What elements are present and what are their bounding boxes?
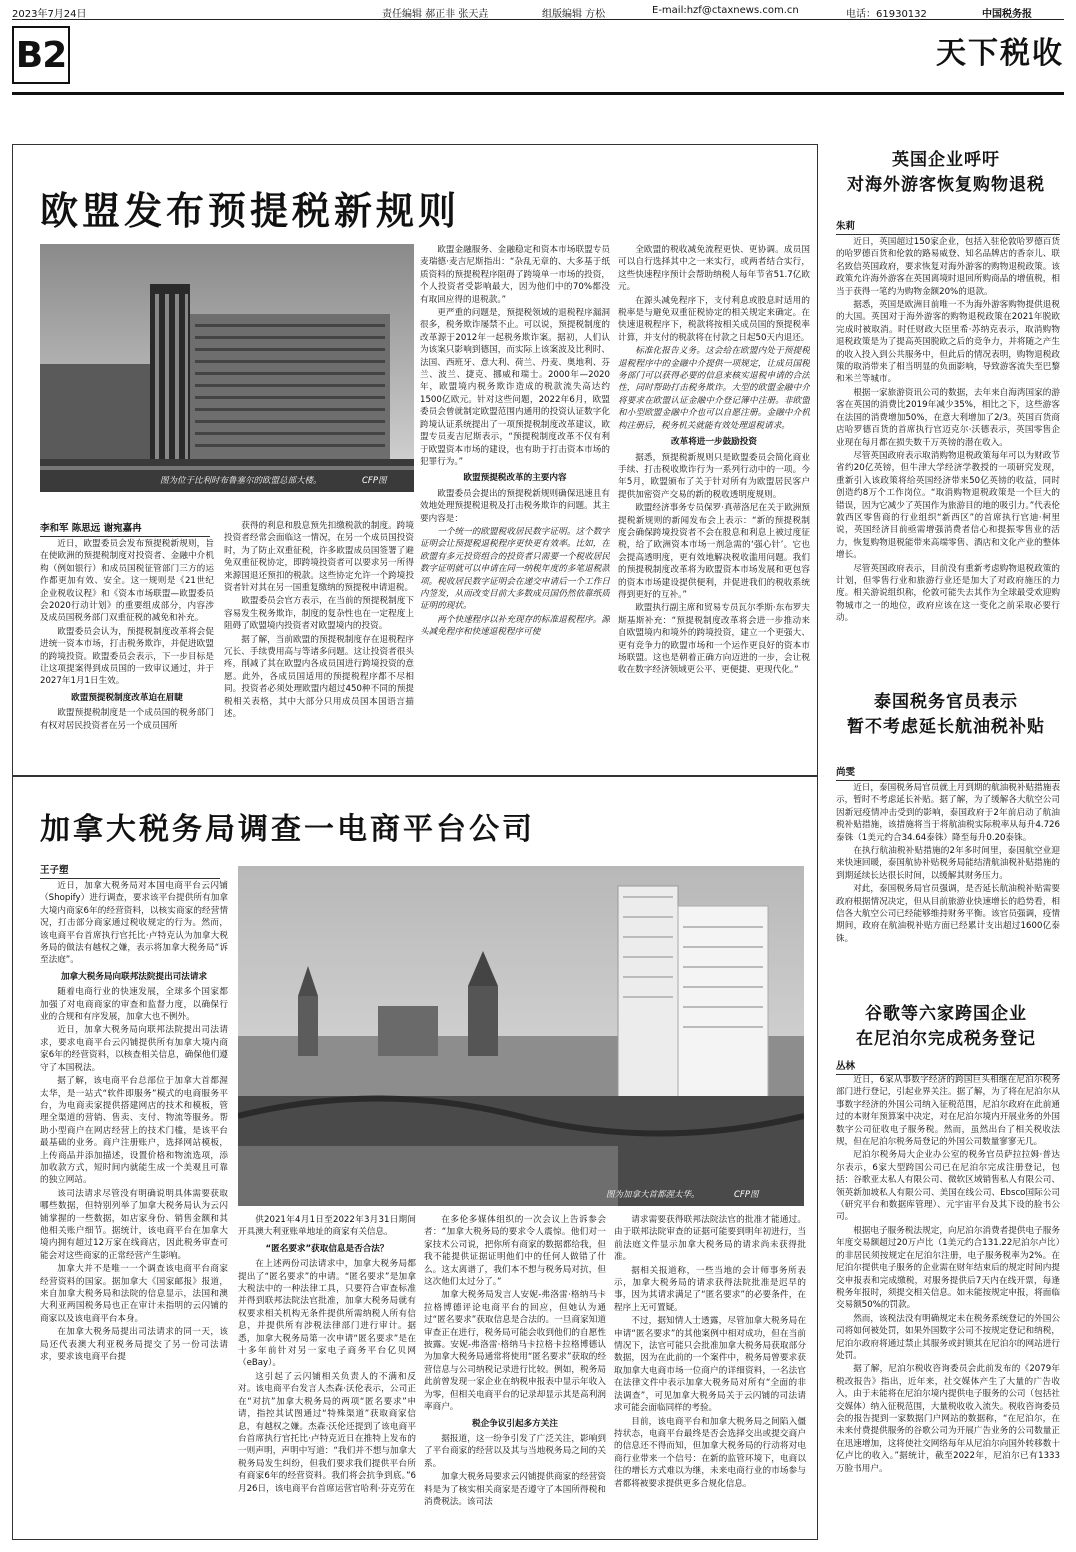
paragraph: 近日，6家从事数字经济的跨国巨头相继在尼泊尔税务部门进行登记，引起业界关注。据了解，为了将在尼泊尔从事数字经济的外国公司纳入征税范围，尼泊尔政府在此前通过的本财年预算案中决定，对在尼泊尔境内开展业务的外国数字公司征收电子服务税。然而，虽然出台了相关税收法规，但在尼泊尔税务局登记的外国公司数量寥寥无几。 [836,1075,1060,1148]
paragraph: 近日，加拿大税务局向联邦法院提出司法请求，要求电商平台云闪铺提供所有加拿大境内商家6年的经营资料，以核查相关信息，确保他们遵守了本国税法。 [40,1025,228,1073]
paragraph: 尽管英国政府表示，目前没有重新考虑购物退税政策的计划，但零售行业和旅游行业还是加大了对政府施压的力度。相关游说组织称，伦敦可能失去其作为全球最受欢迎购物城市之一的地位，政府应该在这一变化之前采取必要行动。 [836,563,1060,624]
paragraph: 据了解，当前欧盟的预提税制度存在退税程序冗长、手续费用高与等诸多问题。这让投资者很头疼，削减了其在欧盟内各成员国进行跨境投资的意愿。此外，各成员国适用的预提税程序都不尽相同。投资者必须处理欧盟内超过450种不同的预提税相关表格，其中大部分只用成员国本国语言描述。 [224,634,414,720]
side3-byline: 丛林 [836,1058,1060,1075]
article1-column-1 [40,538,214,770]
paragraph: 欧盟委员会提出的预提税新规则确保迅速且有效地处理预提税退税及打击税务欺诈的问题。其主要内容是： [420,488,610,524]
paragraph: 欧盟执行副主席和贸易专员瓦尔季斯·东布罗夫斯基斯补充：“预提税制度改革将会进一步推动来自欧盟境内和境外的跨境投资，建立一个更强大、更有竞争力的欧盟市场和一个运作更良好的资本市场联盟。这也是朝着正确方向迈进的一步，会让税收在数字经济领域更公平、更便捷、更现代化。” [618,603,810,676]
paragraph: 据悉，英国是欧洲目前唯一不为海外游客购物提供退税的大国。英国对于海外游客的购物退税政策在2021年脱欧完成时被取消。时任财政大臣里希·苏纳克表示，取消购物退税政策是为了提高英国脱欧之后的竞争力，并将随之产生的收入投入到公共服务中，但此后的情况表明，购物退税政策的取消带来了相当明显的负面影响，导致游客流失至巴黎和米兰等城市。 [836,300,1060,385]
editor-phone: 电话：61930132 [846,9,927,20]
eu-building-photo [40,244,414,492]
paragraph: 据相关报道称，一些当地的会计师事务所表示，加拿大税务局的请求获得法院批准是迟早的事，因为其请求满足了“匿名要求”的必要条件，在程序上无可置疑。 [614,1265,806,1313]
header-rule [12,92,1064,95]
side2-title-line1: 泰国税务官员表示 [874,692,1018,712]
article2-byline: 王子塑 [40,862,220,879]
paragraph: 根据一家旅游资讯公司的数据，去年来自海湾国家的游客在英国的消费比2019年减少35%，相比之下，这些游客在法国的消费增加50%，在意大利增加了2/3。英国百货商店哈罗德百货的首席执行官迈克尔·沃德表示，英国零售企业现在每月都在损失数千万英镑的潜在收入。 [836,387,1060,448]
paragraph: 更严重的问题是，预提税领域的退税程序漏洞很多，税务欺诈屡禁不止。可以说，预提税制度的改革源于2012年一起税务欺诈案。据初，人们认为该案只影响到德国，而实际上该案波及比利时、法国、西班牙、意大利、荷兰、丹麦、奥地利、芬兰、波兰、捷克、挪威和瑞士。2000年—2020年，欧盟境内税务欺诈造成的税款流失高达约1500亿欧元。针对这些问题，2022年6月，欧盟委员会曾就制定欧盟范围内通用的投资认证数字化跨境认证系统提出了一项预提税制度改革建议，欧盟专员麦吉尼斯表示，“预提税制度改革不仅有利于欧盟资本市场的建设，也有助于打击资本市场的犯罪行为。” [420,308,610,467]
article2-title: 加拿大税务局调查一电商平台公司 [40,812,535,847]
paragraph: 然而，该税法没有明确规定未在税务系统登记的外国公司将如何被处罚，如果外国数字公司不按规定登记和纳税，尼泊尔政府将通过禁止其服务或封锁其在尼泊尔的网站进行处罚。 [836,1313,1060,1361]
article2-column-1 [40,880,228,1530]
page-number: B2 [12,26,70,84]
section-title: 天下税收 [936,36,1064,71]
paragraph: 获得的利息和股息预先扣缴税款的制度。跨境投资者经常会面临这一情况，在另一个成员国投资时，为了防止双重征税，许多欧盟成员国签署了避免双重征税协定，即跨境投资者可以要求另一所得来源国退还预扣的税款。这些协定允许一个跨境投资者针对其在另一国重复缴纳的预提税申请退税。 [224,521,414,594]
paragraph: 两个快速程序以补充现存的标准退税程序。源头减免程序和快速退税程序可使 [420,614,610,638]
paragraph: 供2021年4月1日至2022年3月31日期间开具澳大利亚账单地址的商家有关信息。 [238,1215,416,1238]
side3-title [828,1002,1064,1052]
eu-building-image [40,244,414,492]
paragraph: 目前，该电商平台和加拿大税务局之间陷入僵持状态，电商平台最终是否会选择交出或提交商户的信息还不得而知，但加拿大税务局的行动将对电商行业带来一个信号：在新的监管环境下，电商以往的增长方式难以为继，未来电商行业的市场参与者都将被要求提供更多合规化信息。 [614,1416,806,1489]
side2-body [836,782,1060,962]
paragraph: 据了解，该电商平台总部位于加拿大首都渥太华，是一站式“软件即服务”模式的电商服务平台，为电商卖家提供搭建网店的技术和模板，管理全渠道的营销、售卖、支付、物流等服务。帮助小型商户在网店经营上的技术门槛，是该平台最基础的业务。商户注册账户，选择网站模板，上传商品并添加描述，设置价格和物流选项，添加收款方式，短时间内就能生成一个美观且可靠的独立网站。 [40,1076,228,1186]
layout-editor: 组版编辑 方松 [542,9,606,20]
ottawa-photo [238,866,804,1206]
paragraph: 标准化报告义务。这会给在欧盟内处于预提税退税程序中的金融中介提供一项规定，让成员国税务部门可以获得必要的信息来核实退税申请的合法性，同时帮助打击税务欺诈。大型的欧盟金融中介将要求在欧盟认证金融中介登记簿中注册。非欧盟和小型欧盟金融中介也可以自愿注册。金融中介机构注册后，税务机关就能有效处理退税请求。 [618,346,810,431]
side3-body [836,1074,1060,1540]
subheading: 税企争议引起多方关注 [472,1418,558,1429]
article1-column-4 [618,244,810,770]
issue-date: 2023年7月24日 [12,9,87,20]
photo1-credit: CFP图 [362,476,387,486]
paragraph: 请求需要获得联邦法院法官的批准才能通过。由于联邦法院审查的证据可能要到明年初进行，当前法庭文件显示加拿大税务局的请求尚未获得批准。 [614,1215,806,1263]
photo1-caption: 图为位于比利时布鲁塞尔的欧盟总部大楼。 [160,476,322,486]
paragraph: 在源头减免程序下，支付利息或股息时适用的税率是与避免双重征税协定的相关规定来确定。在快速退税程序下，税款将按相关成员国的预提税率计算，并支付的税款将在付款之日起50天内退还。 [618,295,810,343]
side1-title [828,148,1064,198]
subheading: 加拿大税务局向联邦法院提出司法请求 [60,971,208,982]
paragraph: 近日，英国超过150家企业，包括入驻伦敦哈罗德百货的哈罗德百货和伦敦的路易威登、知名品牌店的香奈儿、联名致信英国政府，要求恢复对海外游客的购物退税政策。该政策允许海外游客在英国离境时退回所购商品的增值税，相当于获得一笔约为购物金额20%的退款。 [836,237,1060,297]
paragraph: 在加拿大税务局提出司法请求的同一天，该局还代表澳大利亚税务局提交了另一份司法请求，要求该电商平台提 [40,1327,228,1363]
side2-title-line2: 暂不考虑延长航油税补贴 [847,717,1045,737]
newspaper-name: 中国税务报 [982,9,1032,20]
paragraph: 根据电子服务税法规定，向尼泊尔消费者提供电子服务年度交易额超过20万卢比（1美元约合131.22尼泊尔卢比）的非居民须按规定在尼泊尔注册，电子服务税率为2%。在尼泊尔提供电子服务的企业需在财年结束后的规定时间内提交申报表和完成缴税，对服务提供后7天内在线开票，每逢税务年报时，须提交相关信息。如未能按规定申报，将面临交易额50%的罚款。 [836,1225,1060,1311]
paragraph: 加拿大税务局要求云闪铺提供商家的经营资料是为了核实相关商家是否遵守了本国所得税和消费税法。该司法 [424,1472,606,1507]
paragraph: 据报道，这一纷争引发了广泛关注，影响到了平台商家的经营以及其与当地税务局之间的关系。 [424,1433,606,1469]
paragraph: 欧盟经济事务专员保罗·真蒂洛尼在关于欧洲预提税新规则的新闻发布会上表示：“新的预提税制度会确保跨境投资者不会在股息和利息上被过度征税，给了欧洲资本市场一剂急需的‘强心针’。它也会提高透明度，更有效地解决税收滥用问题。我们的预提税制度改革将为欧盟资本市场发展和更包容的资本市场建设提供便利，并促进我们的税收系统得到更好的互补。” [618,503,810,600]
paragraph: 这引起了云闪铺相关负责人的不满和反对。该电商平台发言人杰森·沃伦表示，公司正在“对抗”加拿大税务局的两项“匿名要求”申请，指控其试图通过“特殊渠道”获取商家信息，有越权之嫌。杰森·沃伦还提到了该电商平台首席执行官托比·卢特克近日在推特上发布的一则声明，声明中写道：“我们并不想与加拿大税务局发生纠纷，但我们要求我们提供平台所有商家6年的经营资料。我们将会抗争到底。”6月26日，该电商平台首席运营官哈利·芬克劳在 [238,1371,416,1494]
article1-column-2 [224,520,414,770]
paragraph: 近日，加拿大税务局对本国电商平台云闪铺（Shopify）进行调查，要求该平台提供所有加拿大境内商家6年的经营资料，以核实商家的经营情况，打击部分商家通过税收规定的行为。然而，该电商平台首席执行官托比·卢特克认为加拿大税务局的做法有越权之嫌，表示将加拿大税务局“诉至法庭”。 [40,881,228,966]
ottawa-image [238,866,804,1206]
side3-title-line1: 谷歌等六家跨国企业 [865,1004,1027,1024]
paragraph: 在多伦多媒体组织的一次会议上告诉参会者：“加拿大税务局的要求令人震惊。他们对一家技术公司说，把你所有商家的数据都给我，但我不能提供证据证明他们中的任何人做错了什么。这太离谱了，我们本不想与税务局对抗，但这次他们太过分了。” [424,1215,606,1288]
photo2-credit: CFP图 [734,1190,759,1200]
side1-title-line1: 英国企业呼吁 [892,150,1000,170]
paragraph: 欧盟预提税制度是一个成员国的税务部门有权对居民投资者在另一个成员国所 [40,708,214,731]
paragraph: 欧盟委员会官方表示，在当前的预提税制度下容易发生税务欺诈，制度的复杂性也在一定程度上阻碍了欧盟境内投资者对欧盟境内的投资。 [224,596,414,632]
side2-title [828,690,1064,740]
paragraph: 一个统一的欧盟税收居民数字证明。这个数字证明会让预提税退税程序更快更有效率。比如，在欧盟有多元投资组合的投资者只需要一个税收居民数字证明就可以申请在同一纳税年度的多笔退税款项。税收居民数字证明会在递交申请后一个工作日内签发，从而改变目前大多数成员国仍然依靠纸质证明的现状。 [420,526,610,612]
responsible-editor: 责任编辑 郝正非 张天垚 [382,9,489,20]
paragraph: 全欧盟的税收减免流程更快、更协调。成员国可以自行选择其中之一来实行，或两者结合实行，这些快速程序预计会帮助纳税人每年节省51.7亿欧元。 [618,245,810,293]
side3-title-line2: 在尼泊尔完成税务登记 [856,1029,1036,1049]
page-header [12,0,1064,20]
paragraph: 在上述两份司法请求中，加拿大税务局都提出了“匿名要求”的申请。“匿名要求”是加拿大税法中的一种法律工具，只要符合审查标准并得到联邦法院法官批准，加拿大税务局就有权要求相关机构无条件提供所需纳税人所有信息，并提供所有涉税法律部门进行审计。据悉，加拿大税务局第一次申请“匿名要求”是在十多年前针对另一家电子商务平台亿贝网（eBay）。 [238,1259,416,1369]
side2-byline: 尚雯 [836,764,1060,781]
paragraph: 近日，泰国税务局官员就上月到期的航油税补贴措施表示，暂时不考虑延长补贴。据了解，为了缓解各大航空公司因新冠疫情冲击受到的影响，泰国政府于2年前启动了航油税补贴措施，该措施将当于将航油税实际税率从每升4.726泰铢（1美元约合34.64泰铢）降至每升0.20泰铢。 [836,783,1060,843]
side1-body [836,236,1060,658]
paragraph: 加拿大税务局发言人安妮-弗洛雷·格纳马卡拉格博德评论电商平台的回应，但她认为通过“匿名要求”获取信息是合法的。一旦商家知道审查正在进行，税务局可能会收到他们的自愿性披露。安妮-弗洛雷·格纳马卡拉格卡拉格博德认为加拿大税务局通常将使用“匿名要求”获取的经营信息与公司纳税记录进行比较。例如，税务局此前曾发现一家企业在纳税申报表中显示年收入为零，但相关电商平台的记录却显示其是高利润率商户。 [424,1290,606,1413]
subheading: 欧盟预提税改革的主要内容 [463,473,567,484]
article2-column-3 [424,1214,606,1530]
side1-byline: 朱莉 [836,218,1060,235]
article1-title: 欧盟发布预提税新规则 [40,188,461,233]
subheading: “匿名要求”获取信息是否合法？ [265,1243,389,1254]
paragraph: 不过，据知情人士透露，尽管加拿大税务局在申请“匿名要求”的其他案例中相对成功，但在当前情况下，法官可能只会批准加拿大税务局获取部分数据，因为在此前的一个案件中，税务局曾要求获取加拿大电商市场一位商户的详细资料，一名法官在法律文件中表示加拿大税务局对所有“全面的非法调查”，可见加拿大税务局关于云闪铺的司法请求可能会面临同样的考验。 [614,1316,806,1414]
paragraph: 随着电商行业的快速发展，全球多个国家都加强了对电商商家的审查和监督力度，以确保行业的合规和有序发展，加拿大也不例外。 [40,987,228,1023]
paragraph: 近日，欧盟委员会发布预提税新规则，旨在使欧洲的预提税制度对投资者、金融中介机构（例如银行）和成员国税征管部门三方的运作都更加有效、安全。这一规则是《21世纪企业税收议程》和《资本市场联盟—欧盟委员会2020行动计划》的重要组成部分，内容涉及成员国税务部门双重征税的减免和补充。 [40,539,214,624]
paragraph: 加拿大并不是唯一一个调查该电商平台商家经营资料的国家。据加拿大《国家邮报》报道，来自加拿大税务局和法院的信息显示，法国和澳大利亚两国税务局也正在审计未指明的云闪铺的商家以及该电商平台本身。 [40,1264,228,1324]
article2-column-4 [614,1214,806,1530]
subheading: 欧盟预提税制度改革迫在眉睫 [71,692,183,703]
editor-email[interactable]: E-mail:hzf@ctaxnews.com.cn [652,5,799,16]
paragraph: 对此，泰国税务局官员强调，是否延长航油税补贴需要政府根据情况决定，但从目前旅游业快速增长的趋势看，相信各大航空公司已经能够维持财务平衡。该官员强调，疫情期间，政府在航油税补贴方面已经累计支出超过1600亿泰铢。 [836,884,1060,944]
paragraph: 在执行航油税补贴措施的2年多时间里，泰国航空业迎来快速回暖，泰国航协补贴税务局能结清航油税补贴措施的到期延续长达很长时间，以缓解其财务压力。 [836,846,1060,881]
paragraph: 尽管英国政府表示取消购物退税政策每年可以为财政节省约20亿英镑，但牛津大学经济学教授的一项研究发现，重新引入该政策将给英国经济带来50亿英镑的收益，同时创造约8万个工作岗位。“取消购物退税政策是一个巨大的错误，因为它减少了英国作为旅游目的地的吸引力。”代表伦敦西区零售商的行业组织“新西区”的首席执行官迪·柯里说，英国经济目前亟需增强消费者信心和提振零售业的活力，恢复购物退税能带来高端零售、酒店和文化产业的整体增长。 [836,450,1060,561]
article2-column-2 [238,1214,416,1530]
paragraph: 据悉，预提税新规则只是欧盟委员会简化商业手续、打击税收欺诈行为一系列行动中的一项。今年5月，欧盟颁布了关于针对所有为欧盟居民客户提供加密资产交易的新的税收透明度规则。 [618,452,810,500]
side1-title-line2: 对海外游客恢复购物退税 [847,175,1045,195]
subheading: 改革将进一步鼓励投资 [671,437,757,448]
paragraph: 据了解，尼泊尔税收咨询委员会此前发布的《2079年税改报告》指出，近年来，社交媒体产生了大量的广告收入，由于未能将在尼泊尔境内提供电子服务的公司（包括社交媒体）纳入征税范围，大量税收收入流失。税收咨询委员会的报告提到一家数据门户网站的数据称，“在尼泊尔，在未来付费提供服务的谷歌公司为开展广告业务的公司数量正在迅速增加，这将使社交网络每年从尼泊尔向国外转移数十亿卢比的收入。”据统计，截至2022年，尼泊尔已有1333万脸书用户。 [836,1364,1060,1474]
paragraph: 尼泊尔税务局大企业办公室的税务官员萨拉拉姆·普达尔表示，6家大型跨国公司已在尼泊尔完成注册登记，包括：谷歌亚太私人有限公司、微软区域销售私人有限公司、领英新加坡私人有限公司、美国在线公司、Ebsco国际公司（研究平台和数据库管理）、元宇宙平台及其下设的脸书公司。 [836,1150,1060,1223]
paragraph: 欧盟委员会认为，预提税制度改革将会促进统一资本市场，打击税务欺诈，并促进欧盟的跨境投资。欧盟委员会表示，下一步目标是让这项提案得到成员国的一致审议通过，并于2027年1月1日生效。 [40,626,214,687]
article1-byline: 李和军 陈思远 谢宛嘉冉 [40,520,210,537]
paragraph: 欧盟金融服务、金融稳定和资本市场联盟专员麦瑞德·麦吉尼斯指出：“杂乱无章的、大多基于纸质资料的预提税程序阻碍了跨境单一市场的投资，个人投资者受影响最大，因为他们中的70%都没有取回应得的退税款。” [420,245,610,305]
paragraph: 该司法请求尽管没有明确说明具体需要获取哪些数据，但特别列举了加拿大税务局认为云闪铺掌握的一些数据，如店家身份、销售金额和其他相关账户细节。据统计，该电商平台在加拿大境内拥有超过12万家在线商店，因此税务审查可能会对这些商家的正常经营产生影响。 [40,1188,228,1261]
article1-column-3 [420,244,610,770]
photo2-caption: 图为加拿大首都渥太华。 [606,1190,700,1200]
